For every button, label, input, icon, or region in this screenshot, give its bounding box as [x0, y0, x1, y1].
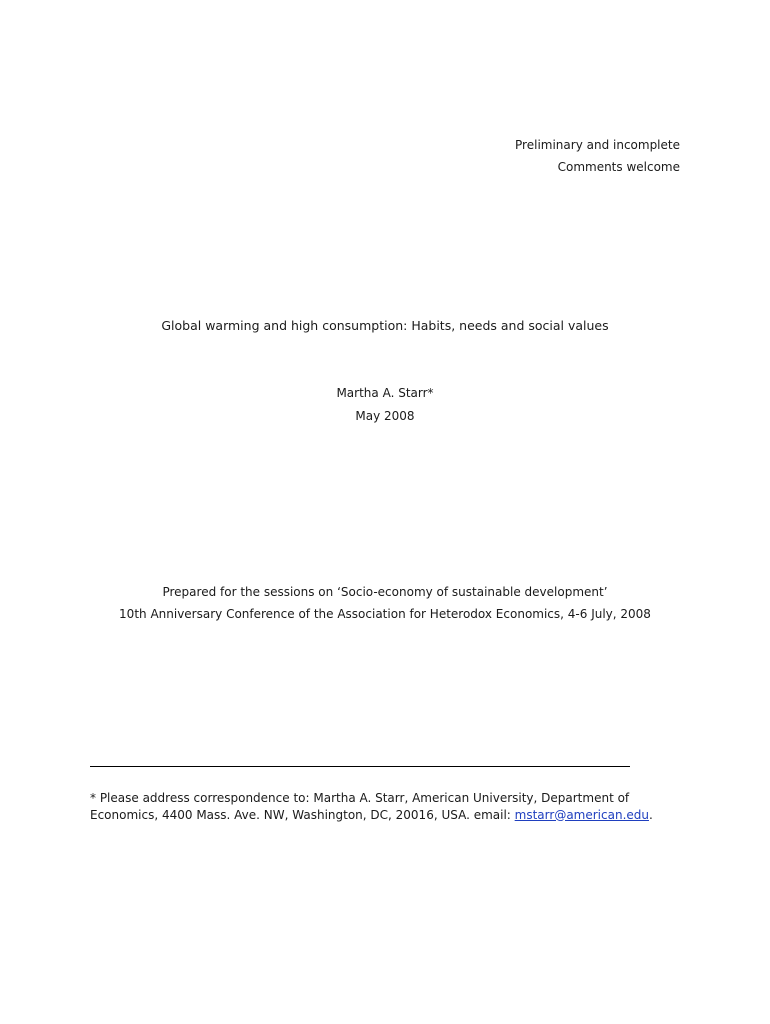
footnote-text: * Please address correspondence to: Martha A. Starr, American University, Department of Economics, 4400 Mass. Ave. NW, Washington, DC, 20016, USA. email:: [90, 791, 630, 822]
conference-line: 10th Anniversary Conference of the Association for Heterodox Economics, 4-6 July, 2008: [119, 607, 651, 621]
prepared-for-line: Prepared for the sessions on ‘Socio-economy of sustainable development’: [162, 585, 608, 599]
paper-title: Global warming and high consumption: Habits, needs and social values: [161, 318, 609, 333]
footnote: [90, 790, 680, 823]
footnote-separator: [90, 766, 630, 767]
email-link[interactable]: mstarr@american.edu: [514, 807, 649, 822]
preliminary-note: Preliminary and incomplete: [515, 138, 680, 152]
author-name: Martha A. Starr*: [336, 386, 434, 400]
footnote-end: .: [648, 807, 653, 822]
paper-date: May 2008: [355, 409, 415, 423]
comments-note: Comments welcome: [557, 160, 680, 174]
